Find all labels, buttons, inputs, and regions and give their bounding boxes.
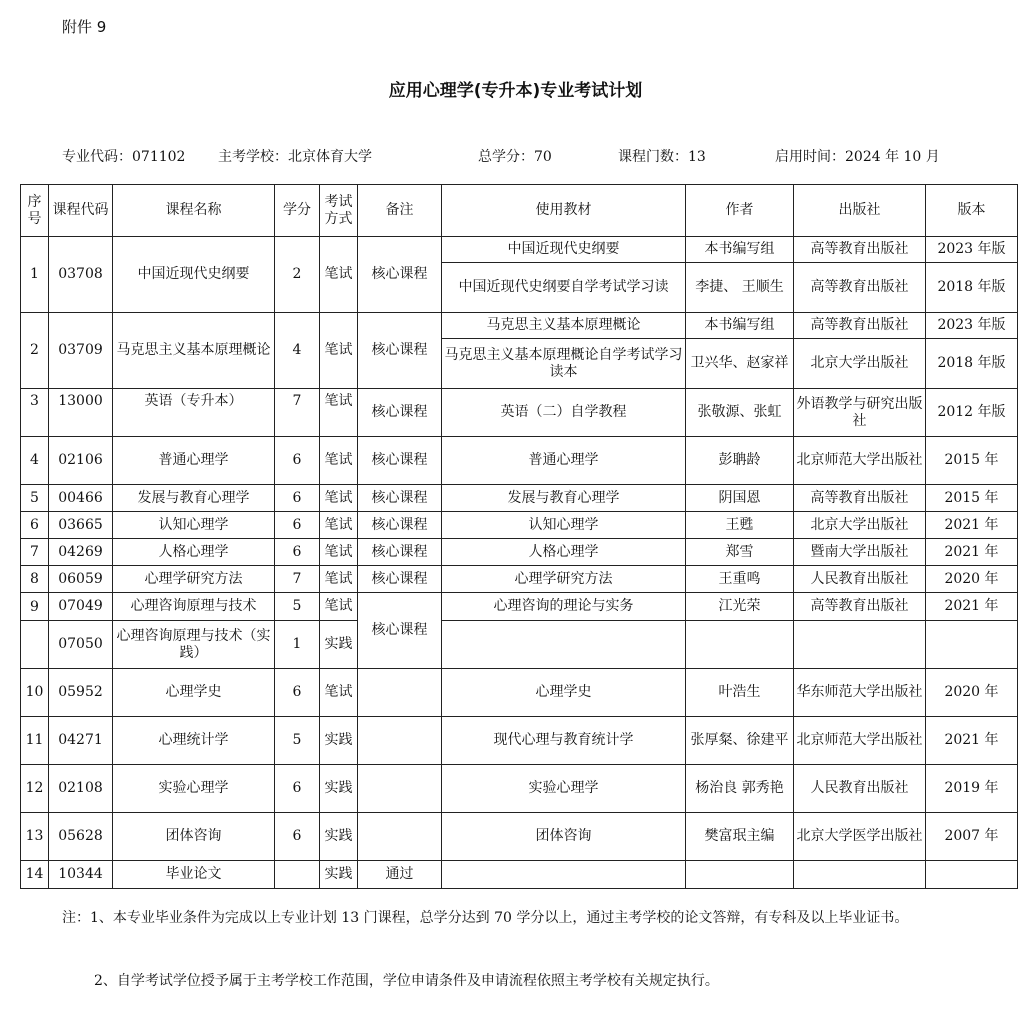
exam-type: 实践 — [320, 765, 358, 813]
course-name: 心理咨询原理与技术 — [113, 593, 275, 621]
row-no: 2 — [21, 313, 49, 389]
course-credit: 6 — [275, 437, 320, 485]
textbook-edition: 2015 年 — [926, 437, 1018, 485]
textbook-edition: 2015 年 — [926, 485, 1018, 512]
course-name: 心理学史 — [113, 669, 275, 717]
course-name: 心理咨询原理与技术（实践） — [113, 621, 275, 669]
course-name: 发展与教育心理学 — [113, 485, 275, 512]
exam-type: 笔试 — [320, 593, 358, 621]
textbook-title: 心理咨询的理论与实务 — [442, 593, 686, 621]
course-note: 核心课程 — [358, 566, 442, 593]
course-code: 03665 — [49, 512, 113, 539]
row-no: 9 — [21, 593, 49, 621]
table-row — [21, 512, 1018, 539]
textbook-publisher: 高等教育出版社 — [794, 263, 926, 313]
row-no: 4 — [21, 437, 49, 485]
textbook-publisher: 人民教育出版社 — [794, 566, 926, 593]
textbook-title: 中国近现代史纲要 — [442, 237, 686, 263]
header-cell: 序号 — [21, 185, 49, 237]
table-row — [21, 485, 1018, 512]
course-credit: 1 — [275, 621, 320, 669]
textbook-publisher — [794, 861, 926, 889]
row-no: 14 — [21, 861, 49, 889]
textbook-author: 叶浩生 — [686, 669, 794, 717]
row-no: 3 — [21, 389, 49, 437]
textbook-author: 本书编写组 — [686, 313, 794, 339]
header-cell: 学分 — [275, 185, 320, 237]
course-name: 心理统计学 — [113, 717, 275, 765]
textbook-publisher: 华东师范大学出版社 — [794, 669, 926, 717]
textbook-title: 实验心理学 — [442, 765, 686, 813]
textbook-edition: 2007 年 — [926, 813, 1018, 861]
major-code: 专业代码：071102 — [62, 149, 186, 165]
textbook-author: 王重鸣 — [686, 566, 794, 593]
header-cell: 使用教材 — [442, 185, 686, 237]
table-row — [21, 717, 1018, 765]
table-row — [21, 861, 1018, 889]
course-note: 核心课程 — [358, 539, 442, 566]
row-no: 11 — [21, 717, 49, 765]
row-no: 7 — [21, 539, 49, 566]
exam-type: 实践 — [320, 717, 358, 765]
table-row — [21, 621, 1018, 669]
course-name: 中国近现代史纲要 — [113, 237, 275, 313]
textbook-edition: 2020 年 — [926, 566, 1018, 593]
attachment-label: 附件 9 — [62, 18, 107, 36]
course-code: 04269 — [49, 539, 113, 566]
textbook-title: 中国近现代史纲要自学考试学习读 — [442, 263, 686, 313]
textbook-publisher: 高等教育出版社 — [794, 313, 926, 339]
textbook-author: 郑雪 — [686, 539, 794, 566]
course-code: 06059 — [49, 566, 113, 593]
table-row — [21, 237, 1018, 263]
course-name: 心理学研究方法 — [113, 566, 275, 593]
course-code: 13000 — [49, 389, 113, 437]
course-code: 07049 — [49, 593, 113, 621]
textbook-title: 认知心理学 — [442, 512, 686, 539]
exam-type: 实践 — [320, 813, 358, 861]
course-code: 10344 — [49, 861, 113, 889]
course-code: 05628 — [49, 813, 113, 861]
textbook-title: 英语（二）自学教程 — [442, 389, 686, 437]
textbook-author: 阴国恩 — [686, 485, 794, 512]
course-name: 实验心理学 — [113, 765, 275, 813]
course-credit: 5 — [275, 593, 320, 621]
table-row — [21, 593, 1018, 621]
table-row — [21, 313, 1018, 339]
course-code: 00466 — [49, 485, 113, 512]
course-name: 毕业论文 — [113, 861, 275, 889]
row-no: 5 — [21, 485, 49, 512]
table-row — [21, 389, 1018, 437]
course-name: 认知心理学 — [113, 512, 275, 539]
table-row — [21, 539, 1018, 566]
textbook-title: 现代心理与教育统计学 — [442, 717, 686, 765]
row-no: 8 — [21, 566, 49, 593]
course-credit: 7 — [275, 389, 320, 437]
header-cell: 课程名称 — [113, 185, 275, 237]
table-row — [21, 669, 1018, 717]
course-code: 03709 — [49, 313, 113, 389]
course-credit — [275, 861, 320, 889]
textbook-publisher: 外语教学与研究出版社 — [794, 389, 926, 437]
course-code: 02108 — [49, 765, 113, 813]
textbook-title: 马克思主义基本原理概论自学考试学习读本 — [442, 339, 686, 389]
textbook-edition: 2020 年 — [926, 669, 1018, 717]
course-note: 核心课程 — [358, 485, 442, 512]
exam-type: 笔试 — [320, 512, 358, 539]
exam-type: 笔试 — [320, 669, 358, 717]
textbook-edition: 2012 年版 — [926, 389, 1018, 437]
total-credits: 总学分：70 — [478, 149, 552, 165]
course-credit: 6 — [275, 485, 320, 512]
course-code: 07050 — [49, 621, 113, 669]
textbook-publisher: 高等教育出版社 — [794, 485, 926, 512]
textbook-edition: 2023 年版 — [926, 237, 1018, 263]
exam-type: 笔试 — [320, 485, 358, 512]
table-row — [21, 437, 1018, 485]
course-name: 团体咨询 — [113, 813, 275, 861]
textbook-edition: 2021 年 — [926, 717, 1018, 765]
textbook-publisher: 北京大学出版社 — [794, 339, 926, 389]
course-note — [358, 669, 442, 717]
textbook-author: 杨治良 郭秀艳 — [686, 765, 794, 813]
textbook-author: 彭聃龄 — [686, 437, 794, 485]
course-code: 04271 — [49, 717, 113, 765]
textbook-author — [686, 621, 794, 669]
textbook-title: 心理学史 — [442, 669, 686, 717]
textbook-title: 普通心理学 — [442, 437, 686, 485]
host-school: 主考学校：北京体育大学 — [218, 149, 372, 165]
textbook-author: 张厚粲、徐建平 — [686, 717, 794, 765]
course-note: 核心课程 — [358, 593, 442, 669]
course-note: 核心课程 — [358, 237, 442, 313]
exam-type: 笔试 — [320, 437, 358, 485]
exam-type: 笔试 — [320, 313, 358, 389]
page-title: 应用心理学(专升本)专业考试计划 — [388, 81, 643, 101]
course-note: 核心课程 — [358, 313, 442, 389]
row-no: 1 — [21, 237, 49, 313]
course-note — [358, 765, 442, 813]
start-date: 启用时间：2024 年 10 月 — [775, 149, 940, 165]
textbook-edition: 2018 年版 — [926, 339, 1018, 389]
textbook-author: 江光荣 — [686, 593, 794, 621]
course-credit: 6 — [275, 813, 320, 861]
textbook-author: 卫兴华、赵家祥 — [686, 339, 794, 389]
header-cell: 备注 — [358, 185, 442, 237]
course-note: 核心课程 — [358, 437, 442, 485]
textbook-author — [686, 861, 794, 889]
exam-type: 笔试 — [320, 566, 358, 593]
course-credit: 6 — [275, 765, 320, 813]
textbook-edition: 2021 年 — [926, 593, 1018, 621]
header-cell: 作者 — [686, 185, 794, 237]
exam-type: 笔试 — [320, 539, 358, 566]
textbook-title: 人格心理学 — [442, 539, 686, 566]
course-code: 05952 — [49, 669, 113, 717]
textbook-author: 王甦 — [686, 512, 794, 539]
textbook-publisher: 人民教育出版社 — [794, 765, 926, 813]
textbook-edition: 2021 年 — [926, 539, 1018, 566]
course-note: 核心课程 — [358, 389, 442, 437]
row-no: 6 — [21, 512, 49, 539]
header-cell: 课程代码 — [49, 185, 113, 237]
textbook-edition — [926, 621, 1018, 669]
course-credit: 6 — [275, 539, 320, 566]
course-code: 03708 — [49, 237, 113, 313]
textbook-title — [442, 621, 686, 669]
course-credit: 7 — [275, 566, 320, 593]
textbook-author: 樊富珉主编 — [686, 813, 794, 861]
textbook-publisher — [794, 621, 926, 669]
row-no-continued — [21, 621, 49, 669]
textbook-edition — [926, 861, 1018, 889]
textbook-publisher: 北京大学医学出版社 — [794, 813, 926, 861]
row-no: 12 — [21, 765, 49, 813]
course-note — [358, 813, 442, 861]
textbook-title — [442, 861, 686, 889]
course-credit: 6 — [275, 512, 320, 539]
course-code: 02106 — [49, 437, 113, 485]
textbook-edition: 2019 年 — [926, 765, 1018, 813]
course-credit: 4 — [275, 313, 320, 389]
table-row — [21, 765, 1018, 813]
textbook-title: 团体咨询 — [442, 813, 686, 861]
textbook-edition: 2018 年版 — [926, 263, 1018, 313]
exam-plan-table — [20, 184, 1018, 889]
textbook-edition: 2023 年版 — [926, 313, 1018, 339]
textbook-title: 心理学研究方法 — [442, 566, 686, 593]
course-name: 马克思主义基本原理概论 — [113, 313, 275, 389]
textbook-publisher: 北京师范大学出版社 — [794, 437, 926, 485]
textbook-publisher: 北京师范大学出版社 — [794, 717, 926, 765]
course-credit: 2 — [275, 237, 320, 313]
course-count: 课程门数：13 — [618, 149, 706, 165]
header-cell: 考试方式 — [320, 185, 358, 237]
header-cell: 出版社 — [794, 185, 926, 237]
textbook-publisher: 北京大学出版社 — [794, 512, 926, 539]
footnote-2: 2、自学考试学位授予属于主考学校工作范围，学位申请条件及申请流程依照主考学校有关规定执行。 — [94, 973, 719, 989]
textbook-author: 本书编写组 — [686, 237, 794, 263]
textbook-publisher: 高等教育出版社 — [794, 237, 926, 263]
textbook-title: 发展与教育心理学 — [442, 485, 686, 512]
header-cell: 版本 — [926, 185, 1018, 237]
textbook-edition: 2021 年 — [926, 512, 1018, 539]
table-row — [21, 813, 1018, 861]
row-no: 13 — [21, 813, 49, 861]
exam-type: 实践 — [320, 621, 358, 669]
exam-type: 笔试 — [320, 237, 358, 313]
course-note — [358, 717, 442, 765]
table-header-row — [21, 185, 1018, 237]
textbook-publisher: 高等教育出版社 — [794, 593, 926, 621]
exam-type: 实践 — [320, 861, 358, 889]
course-name: 人格心理学 — [113, 539, 275, 566]
course-note: 通过 — [358, 861, 442, 889]
textbook-title: 马克思主义基本原理概论 — [442, 313, 686, 339]
textbook-author: 张敬源、张虹 — [686, 389, 794, 437]
textbook-author: 李捷、 王顺生 — [686, 263, 794, 313]
exam-type: 笔试 — [320, 389, 358, 437]
row-no: 10 — [21, 669, 49, 717]
course-credit: 5 — [275, 717, 320, 765]
course-credit: 6 — [275, 669, 320, 717]
course-name: 英语（专升本） — [113, 389, 275, 437]
footnote-1: 注：1、本专业毕业条件为完成以上专业计划 13 门课程，总学分达到 70 学分以上，通过主考学校的论文答辩，有专科及以上毕业证书。 — [62, 910, 909, 926]
textbook-publisher: 暨南大学出版社 — [794, 539, 926, 566]
course-note: 核心课程 — [358, 512, 442, 539]
course-name: 普通心理学 — [113, 437, 275, 485]
table-row — [21, 566, 1018, 593]
